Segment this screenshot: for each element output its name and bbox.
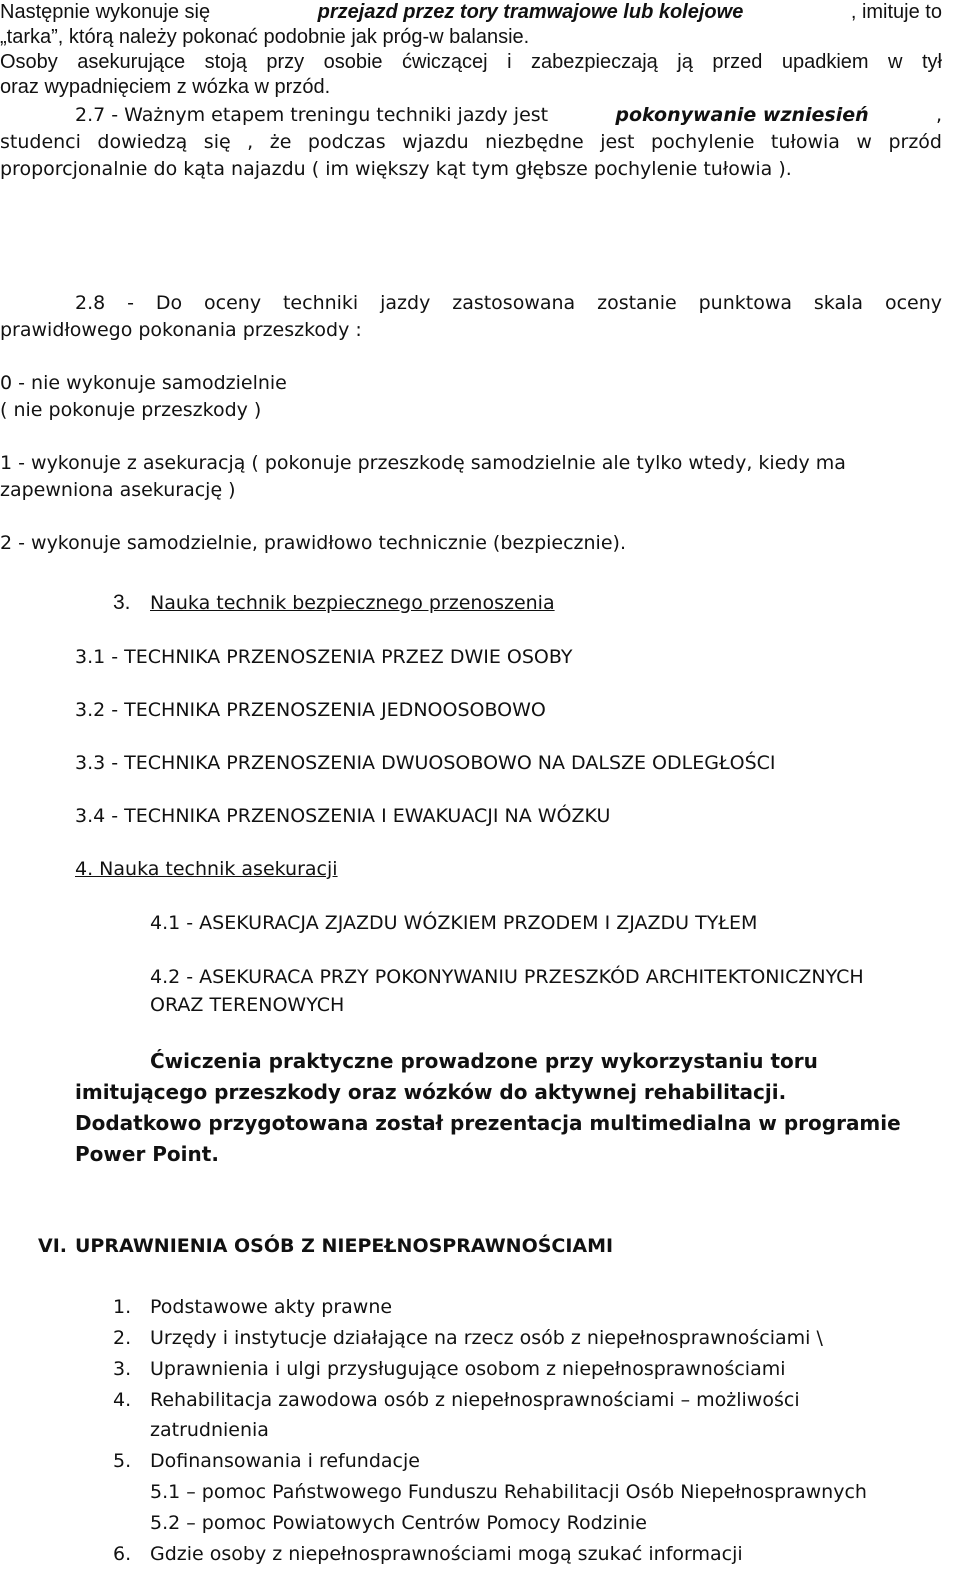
section-3-item: 3.3 - TECHNIKA PRZENOSZENIA DWUOSOBOWO NA DALSZE ODLEGŁOŚCI — [75, 752, 776, 774]
scale-0-line-2: ( nie pokonuje przeszkody ) — [0, 399, 262, 421]
scale-1-line-1: 1 - wykonuje z asekuracją ( pokonuje przeszkodę samodzielnie ale tylko wtedy, kiedy ma — [0, 452, 846, 474]
scale-2: 2 - wykonuje samodzielnie, prawidłowo technicznie (bezpiecznie). — [0, 532, 626, 554]
p28-line-2: prawidłowego pokonania przeszkody : — [0, 319, 362, 341]
practice-line-4: Power Point. — [75, 1142, 219, 1166]
section-3-item: 3.4 - TECHNIKA PRZENOSZENIA I EWAKUACJI NA WÓZKU — [75, 805, 611, 827]
intro-line-1-pre: Następnie wykonuje się — [0, 1, 211, 23]
practice-line-1: Ćwiczenia praktyczne prowadzone przy wykorzystaniu toru — [150, 1049, 818, 1073]
section-3-title: Nauka technik bezpiecznego przenoszenia — [150, 592, 555, 614]
list-item-text: Uprawnienia i ulgi przysługujące osobom z niepełnosprawnościami — [150, 1358, 786, 1380]
p27-line-1-pre: 2.7 - Ważnym etapem treningu techniki jazdy jest — [75, 104, 549, 126]
intro-line-1-post: , imituje to — [850, 1, 942, 23]
list-item-number: 6. — [113, 1543, 132, 1565]
list-item-number: 5. — [113, 1450, 132, 1472]
practice-line-3: Dodatkowo przygotowana został prezentacja multimedialna w programie — [75, 1111, 901, 1135]
list-item-text: 5.2 – pomoc Powiatowych Centrów Pomocy Rodzinie — [150, 1512, 647, 1534]
p27-line-3: proporcjonalnie do kąta najazdu ( im większy kąt tym głębsze pochylenie tułowia ). — [0, 158, 792, 180]
scale-1-line-2: zapewniona asekurację ) — [0, 479, 236, 501]
p27-line-1-post: , — [935, 104, 942, 126]
list-item-text: Podstawowe akty prawne — [150, 1296, 393, 1318]
list-item-number: 3. — [113, 1358, 132, 1380]
intro-line-2: „tarka”, którą należy pokonać podobnie jak próg-w balansie. — [0, 26, 530, 48]
section-4-item-2-line-1: 4.2 - ASEKURACA PRZY POKONYWANIU PRZESZKÓD ARCHITEKTONICZNYCH — [150, 966, 864, 988]
practice-line-2: imitującego przeszkody oraz wózków do aktywnej rehabilitacji. — [75, 1080, 787, 1104]
section-4-title: 4. Nauka technik asekuracji — [75, 858, 338, 880]
p27-line-1 — [75, 104, 942, 126]
list-item-text: Dofinansowania i refundacje — [150, 1450, 420, 1472]
section-3-number: 3. — [113, 591, 131, 614]
intro-emphasis-tracks: przejazd przez tory tramwajowe lub kolejowe — [317, 1, 744, 23]
intro-line-3: Osoby asekurujące stoją przy osobie ćwiczącej i zabezpieczają ją przed upadkiem w tył — [0, 51, 942, 73]
list-item-text: 5.1 – pomoc Państwowego Funduszu Rehabilitacji Osób Niepełnosprawnych — [150, 1481, 867, 1503]
section-3-item: 3.1 - TECHNIKA PRZENOSZENIA PRZEZ DWIE OSOBY — [75, 646, 573, 668]
section-6-number: VI. — [38, 1235, 67, 1257]
list-item-text: Urzędy i instytucje działające na rzecz osób z niepełnosprawnościami \ — [150, 1327, 823, 1349]
scale-0-line-1: 0 - nie wykonuje samodzielnie — [0, 372, 287, 394]
intro-line-4: oraz wypadnięciem z wózka w przód. — [0, 76, 331, 98]
list-item-text: Rehabilitacja zawodowa osób z niepełnosprawnościami – możliwości — [150, 1389, 800, 1411]
list-item-text: Gdzie osoby z niepełnosprawnościami mogą szukać informacji — [150, 1543, 743, 1565]
section-4-item-2-line-2: ORAZ TERENOWYCH — [150, 994, 345, 1016]
section-6-title: UPRAWNIENIA OSÓB Z NIEPEŁNOSPRAWNOŚCIAMI — [75, 1235, 614, 1257]
intro-line-1 — [0, 1, 942, 24]
p27-line-2: studenci dowiedzą się , że podczas wjazdu niezbędne jest pochylenie tułowia w przód — [0, 131, 942, 153]
list-item-number: 1. — [113, 1296, 132, 1318]
list-item-number: 2. — [113, 1327, 132, 1349]
section-4-item-1: 4.1 - ASEKURACJA ZJAZDU WÓZKIEM PRZODEM I ZJAZDU TYŁEM — [150, 912, 758, 934]
p28-line-1: 2.8 - Do oceny techniki jazdy zastosowana zostanie punktowa skala oceny — [75, 292, 942, 314]
section-3-item: 3.2 - TECHNIKA PRZENOSZENIA JEDNOOSOBOWO — [75, 699, 546, 721]
list-item-text: zatrudnienia — [150, 1419, 269, 1441]
list-item-number: 4. — [113, 1389, 132, 1411]
p27-emphasis-hills: pokonywanie wzniesień — [615, 104, 869, 126]
